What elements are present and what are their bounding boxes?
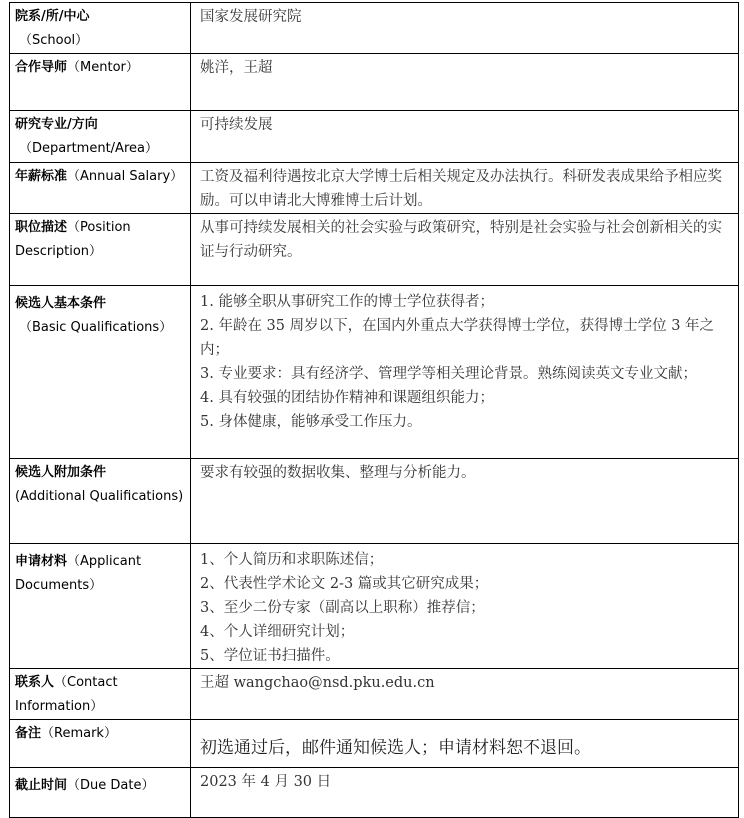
label-en: （Department/Area） [19, 141, 158, 156]
label-zh: 研究专业/方向 [15, 117, 98, 132]
value-line: 2. 年龄在 35 周岁以下，在国内外重点大学获得博士学位，获得博士学位 3 年之内； [200, 318, 715, 358]
label-en: （Remark） [41, 726, 117, 741]
row-value [191, 3, 739, 54]
label-zh: 备注 [15, 726, 42, 741]
value-line: 初选通过后，邮件通知候选人；申请材料恕不退回。 [200, 738, 591, 758]
value-line: 2、代表性学术论文 2-3 篇或其它研究成果； [200, 576, 489, 592]
label-en: (Additional Qualifications) [15, 489, 184, 504]
label-en: （School） [19, 33, 89, 48]
value-line: 1、个人简历和求职陈述信； [200, 552, 384, 568]
row-value [191, 286, 739, 459]
row-label [10, 720, 191, 768]
table-row [10, 669, 739, 720]
row-label [10, 163, 191, 214]
row-value [191, 111, 739, 163]
row-label [10, 214, 191, 286]
table-row [10, 3, 739, 54]
value-line: 3、至少二份专家（副高以上职称）推荐信； [200, 600, 485, 616]
label-en: （Mentor） [67, 60, 139, 75]
row-value [191, 54, 739, 111]
label-zh: 合作导师 [15, 60, 68, 75]
row-value [191, 214, 739, 286]
table-row [10, 286, 739, 459]
label-zh: 职位描述 [15, 220, 68, 235]
table-row [10, 163, 739, 214]
label-zh: 院系/所/中心 [15, 9, 90, 24]
table-row [10, 768, 739, 818]
label-en: （Applicant Documents） [15, 554, 142, 593]
row-label [10, 768, 191, 818]
row-label [10, 459, 191, 544]
table-row [10, 720, 739, 768]
value-line: 从事可持续发展相关的社会实验与政策研究，特别是社会实验与社会创新相关的实证与行动研究。 [200, 220, 722, 260]
value-line: 3. 专业要求：具有经济学、管理学等相关理论背景。熟练阅读英文专业文献； [200, 366, 697, 382]
label-en: （Position Description） [15, 220, 131, 259]
row-value [191, 720, 739, 768]
label-zh: 申请材料 [15, 554, 68, 569]
row-value [191, 163, 739, 214]
label-zh: 联系人 [15, 675, 55, 690]
label-en: （Due Date） [67, 778, 155, 793]
postdoc-info-table [9, 2, 739, 818]
value-line: 2023 年 4 月 30 日 [200, 774, 332, 790]
row-value [191, 459, 739, 544]
table-row [10, 111, 739, 163]
row-label [10, 54, 191, 111]
table-row [10, 459, 739, 544]
value-line: 国家发展研究院 [200, 9, 302, 25]
label-zh: 候选人基本条件 [15, 296, 107, 311]
value-line: 王超 wangchao@nsd.pku.edu.cn [200, 675, 435, 691]
label-en: （Contact Information） [15, 675, 118, 714]
row-value [191, 544, 739, 669]
row-label [10, 669, 191, 720]
value-line: 姚洋，王超 [200, 60, 273, 76]
label-zh: 截止时间 [15, 778, 68, 793]
row-label [10, 286, 191, 459]
row-label [10, 111, 191, 163]
label-en: （Annual Salary） [67, 169, 184, 184]
value-line: 5、学位证书扫描件。 [200, 648, 340, 664]
table-row [10, 544, 739, 669]
value-line: 4. 具有较强的团结协作精神和课题组织能力； [200, 390, 494, 406]
value-line: 1. 能够全职从事研究工作的博士学位获得者； [200, 294, 494, 310]
value-line: 要求有较强的数据收集、整理与分析能力。 [200, 465, 476, 481]
label-zh: 年薪标准 [15, 169, 68, 184]
row-label [10, 3, 191, 54]
value-line: 5. 身体健康，能够承受工作压力。 [200, 414, 422, 430]
table-row [10, 214, 739, 286]
row-value [191, 669, 739, 720]
row-label [10, 544, 191, 669]
table-row [10, 54, 739, 111]
label-en: （Basic Qualifications） [19, 320, 173, 335]
value-line: 可持续发展 [200, 117, 273, 133]
label-zh: 候选人附加条件 [15, 465, 107, 480]
value-line: 工资及福利待遇按北京大学博士后相关规定及办法执行。科研发表成果给予相应奖励。可以申请北大博雅博士后计划。 [200, 169, 722, 209]
row-value [191, 768, 739, 818]
value-line: 4、个人详细研究计划； [200, 624, 355, 640]
